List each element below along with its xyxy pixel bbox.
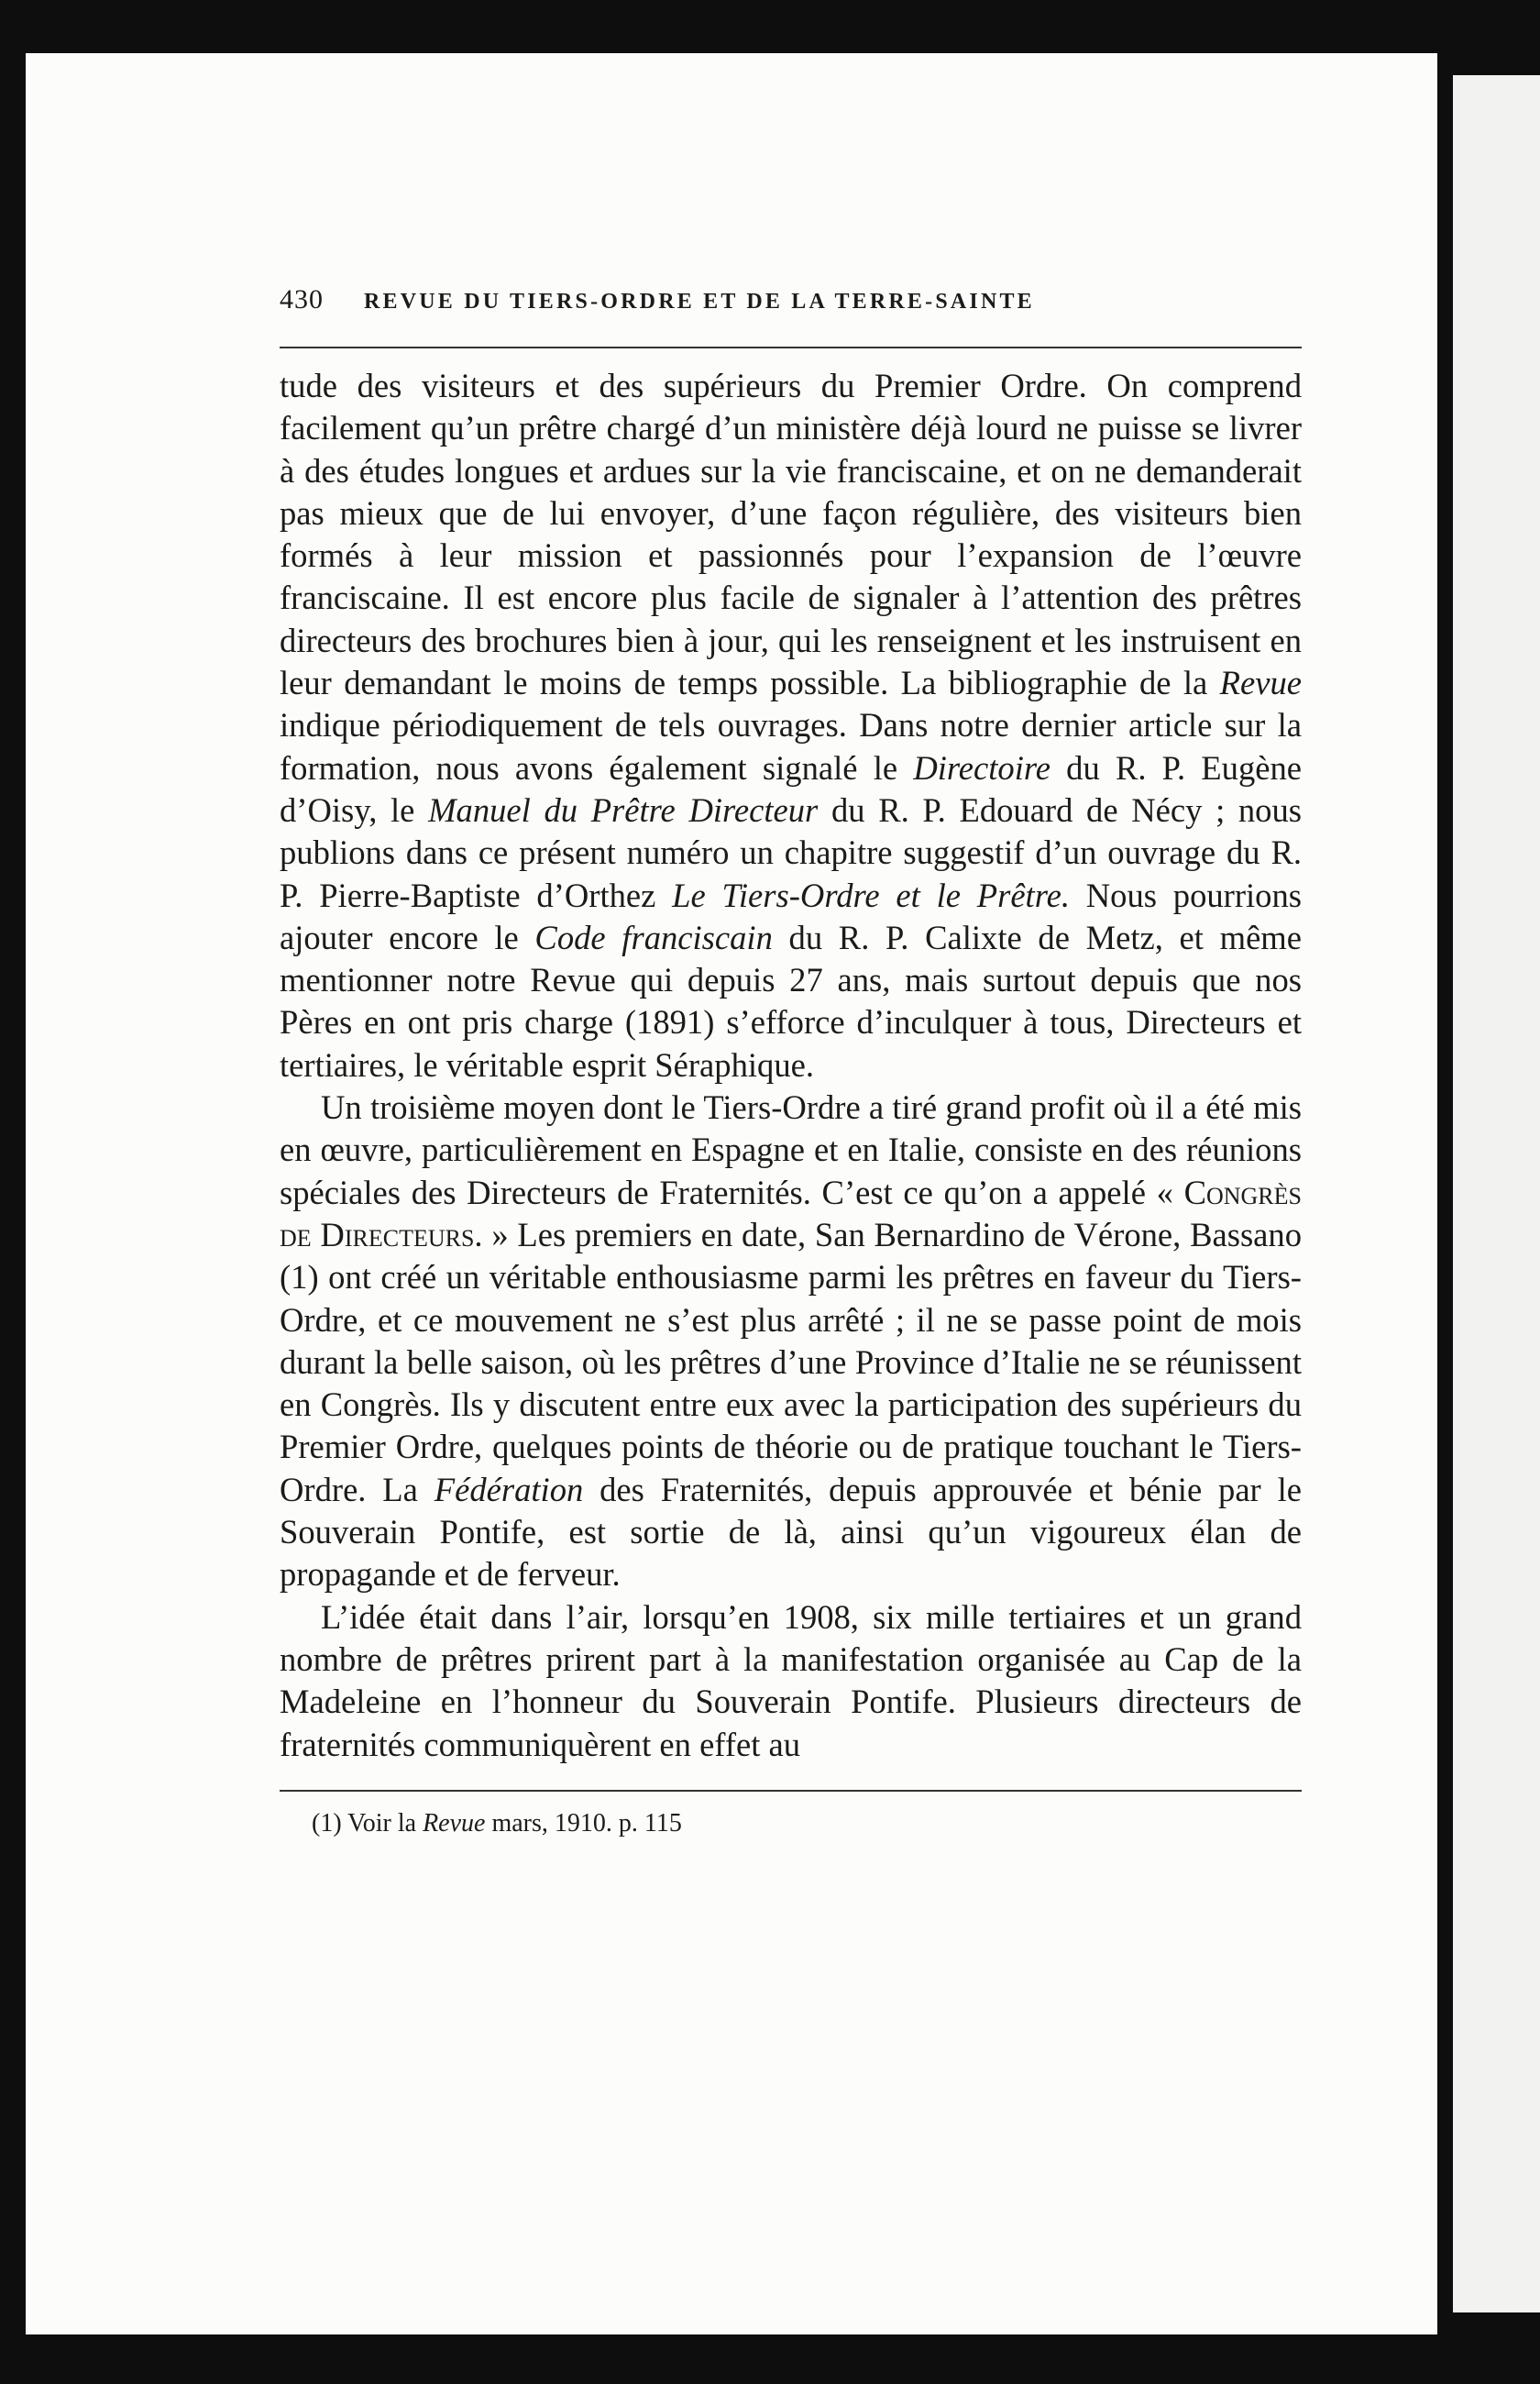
- p1-italic-tiers-ordre: Le Tiers-Ordre et le Prêtre.: [672, 876, 1070, 914]
- footnote-rule: [280, 1790, 1302, 1792]
- p2-text-2: » Les premiers en date, San Bernardino de Vérone, Bassano (1) ont créé un véritable enthousiasme parmi les prêtres en faveur du Tiers-Ordre, et ce mouvement ne s’est plus arrêté ; il ne se passe point de mois durant la belle saison, où les prêtres d’une Province d’Italie ne se réunissent en Congrès. Ils y discutent entre eux avec la participation des supérieurs du Premier Ordre, quelques points de théorie ou de pratique touchant le Tiers-Ordre. La: [280, 1215, 1302, 1508]
- footnote-prefix: (1) Voir la: [312, 1808, 424, 1838]
- page-number: 430: [280, 284, 324, 315]
- p1-italic-manuel: Manuel du Prêtre Directeur: [428, 790, 819, 829]
- p2-text-3: des Fraternités, depuis approuvée et bénie par le Souverain Pontife, est sortie de là, ainsi qu’un vigoureux élan de propagande et de ferveur.: [280, 1470, 1302, 1594]
- p2-text-1: Un troisième moyen dont le Tiers-Ordre a tiré grand profit où il a été mis en œuvre, particulièrement en Espagne et en Italie, consiste en des réunions spéciales des Directeurs de Fraternités. C’est ce qu’on a appelé «: [280, 1088, 1302, 1211]
- body-text: [280, 365, 1302, 1766]
- p1-text-4: du R. P. Edouard de Nécy ; nous publions dans ce présent numéro un chapitre suggestif d’un ouvrage du R. P. Pierre-Baptiste d’Orthez: [280, 790, 1302, 914]
- adjacent-page-edge: [1453, 75, 1540, 2312]
- p2-smallcaps-congres: Congrès de Directeurs.: [280, 1173, 1302, 1253]
- p1-text-1: tude des visiteurs et des supérieurs du Premier Ordre. On comprend facilement qu’un prêtre chargé d’un ministère déjà lourd ne puisse se livrer à des études longues et ardues sur la vie franciscaine, et on ne demanderait pas mieux que de lui envoyer, d’une façon régulière, des visiteurs bien formés à leur mission et passionnés pour l’expansion de l’œuvre franciscaine. Il est encore plus facile de signaler à l’attention des prêtres directeurs des brochures bien à jour, qui les renseignent et les instruisent en leur demandant le moins de temps possible. La bibliographie de la: [280, 367, 1302, 702]
- p1-italic-code: Code franciscain: [534, 918, 773, 956]
- paragraph-3: [280, 1596, 1302, 1766]
- running-header: [280, 284, 1302, 339]
- p1-italic-revue: Revue: [1219, 664, 1302, 702]
- paragraph-2: [280, 1087, 1302, 1596]
- p1-text-6: du R. P. Calixte de Metz, et même mentionner notre Revue qui depuis 27 ans, mais surtout depuis que nos Pères en ont pris charge (1891) s’efforce d’inculquer à tous, Directeurs et tertiaires, le véritable esprit Séraphique.: [280, 918, 1302, 1084]
- p3-text-1: L’idée était dans l’air, lorsqu’en 1908, six mille tertiaires et un grand nombre de prêtres prirent part à la manifestation organisée au Cap de la Madeleine en l’honneur du Souverain Pontife. Plusieurs directeurs de fraternités communiquèrent en effet au: [280, 1597, 1302, 1763]
- running-title: REVUE DU TIERS-ORDRE ET DE LA TERRE-SAINTE: [364, 290, 1035, 314]
- p1-text-2: indique périodiquement de tels ouvrages. Dans notre dernier article sur la formation, nous avons également signalé le: [280, 706, 1302, 787]
- footnote-suffix: mars, 1910. p. 115: [485, 1808, 682, 1838]
- page-content: [280, 284, 1302, 1839]
- paragraph-1: [280, 365, 1302, 1087]
- p1-italic-directoire: Directoire: [913, 748, 1050, 787]
- footnote-italic: Revue: [423, 1808, 486, 1838]
- footnote: [312, 1808, 1302, 1839]
- p2-italic-federation: Fédération: [434, 1470, 584, 1508]
- p1-text-5: Nous pourrions ajouter encore le: [280, 876, 1302, 956]
- header-rule: [280, 347, 1302, 348]
- p1-text-3: du R. P. Eugène d’Oisy, le: [280, 748, 1302, 829]
